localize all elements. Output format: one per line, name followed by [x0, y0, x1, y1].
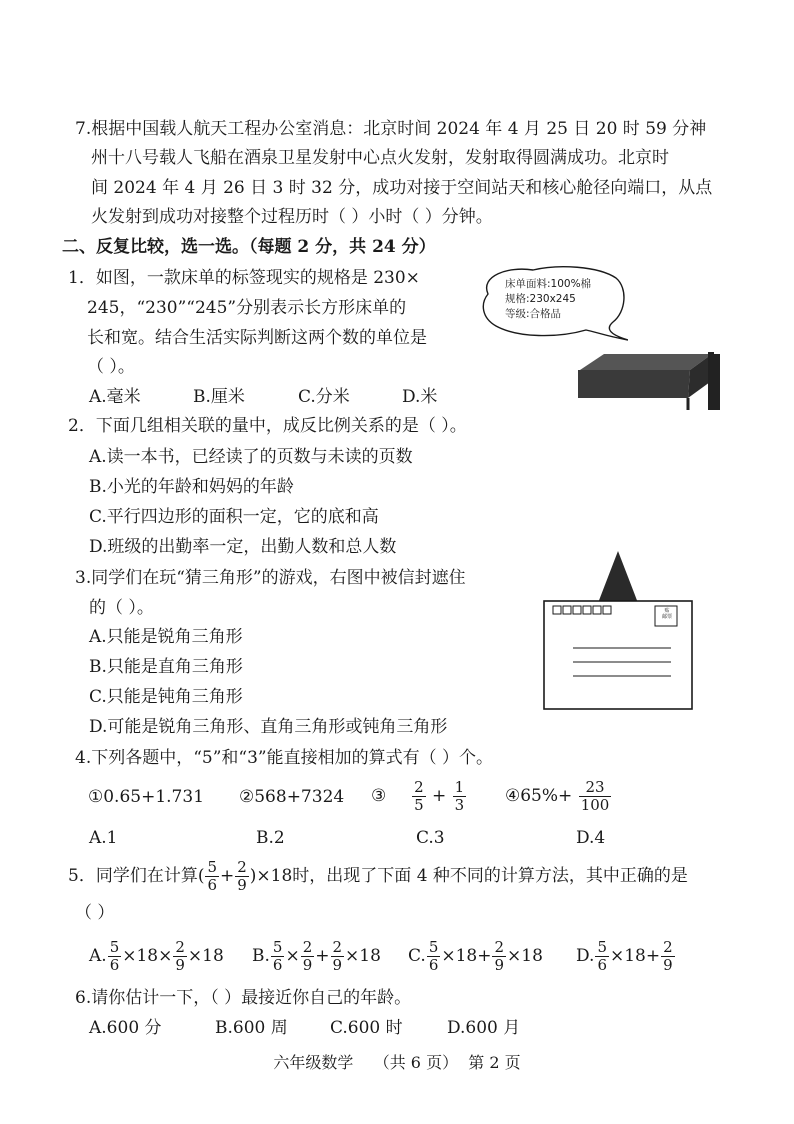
q4-item-3 — [371, 774, 467, 818]
q5-option-d: D. $\frac{5}{6}$ ×18+ $\frac{2}{9}$ — [576, 938, 673, 974]
q4-item-2: ②568+7324 — [239, 787, 345, 807]
q5-stem — [68, 854, 688, 898]
q1-option-b: B.厘米 — [193, 387, 245, 407]
q1-line3: 长和宽。结合生活实际判断这两个数的单位是 — [87, 328, 427, 348]
section-heading: 二、反复比较，选一选。（每题 2 分，共 24 分） — [62, 237, 436, 257]
q1-option-a: A.毫米 — [89, 387, 141, 407]
q4-option-c: C.3 — [416, 828, 445, 848]
q5-stem-frac2: $\frac{2}{9}$ — [237, 858, 247, 894]
stamp-text-2: 邮票 — [661, 614, 672, 620]
q7-line1: 7.根据中国载人航天工程办公室消息：北京时间 2024 年 4 月 25 日 20 时 59 分神 — [75, 119, 707, 139]
q7-line4: 火发射到成功对接整个过程历时（ ）小时（ ）分钟。 — [91, 207, 493, 227]
q3-option-d: D.可能是锐角三角形、直角三角形或钝角三角形 — [89, 717, 448, 737]
q5-option-b: B. $\frac{5}{6}$ × $\frac{2}{9}$ + $\frac{2}{9}$ ×18 — [252, 938, 381, 974]
q1-line4: （ ）。 — [87, 357, 135, 377]
q4-item4-frac: $\frac{23}{100}$ — [580, 778, 610, 814]
q5-option-a: A. $\frac{5}{6}$ ×18× $\frac{2}{9}$ ×18 — [89, 938, 224, 974]
q4-option-d: D.4 — [576, 828, 606, 848]
q3-line1: 3.同学们在玩“猜三角形”的游戏，右图中被信封遮住 — [75, 568, 466, 588]
q6-option-d: D.600 月 — [447, 1018, 521, 1038]
q4-item4-prefix: ④65%+ — [505, 786, 573, 806]
q5-paren: （ ） — [75, 903, 115, 923]
q3-option-b: B.只能是直角三角形 — [89, 657, 243, 677]
q6-option-b: B.600 周 — [215, 1018, 288, 1038]
q6-stem: 6.请你估计一下，（ ）最接近你自己的年龄。 — [75, 988, 412, 1008]
q4-option-a: A.1 — [89, 828, 118, 848]
q6-option-a: A.600 分 — [89, 1018, 162, 1038]
q1-option-d: D.米 — [402, 387, 438, 407]
q5-stem-a: 5．同学们在计算( — [68, 866, 205, 886]
label-size: 规格:230x245 — [505, 293, 576, 305]
q7-line2: 州十八号载人飞船在酒泉卫星发射中心点火发射，发射取得圆满成功。北京时 — [91, 148, 669, 168]
q3-option-c: C.只能是钝角三角形 — [89, 687, 243, 707]
q3-option-a: A.只能是锐角三角形 — [89, 627, 243, 647]
label-fabric: 床单面料:100%棉 — [505, 278, 592, 290]
q1-line2: 245，“230”“245”分别表示长方形床单的 — [87, 298, 407, 318]
q4-item3-frac1: $\frac{2}{5}$ — [414, 778, 424, 814]
q4-item-4 — [505, 774, 612, 818]
q2-option-b: B.小光的年龄和妈妈的年龄 — [89, 477, 294, 497]
q4-item3-frac2: $\frac{1}{3}$ — [454, 778, 465, 814]
q6-option-c: C.600 时 — [330, 1018, 403, 1038]
q5-stem-op: + — [220, 866, 235, 886]
q4-item3-op: + — [432, 786, 447, 806]
q4-option-b: B.2 — [256, 828, 285, 848]
q4-stem: 4.下列各题中，“5”和“3”能直接相加的算式有（ ）个。 — [75, 748, 494, 768]
label-text — [505, 277, 591, 322]
q1-line1: 1．如图，一款床单的标签现实的规格是 230× — [68, 268, 420, 288]
q3-line2: 的（ ）。 — [89, 598, 154, 618]
triangle-shape — [598, 551, 638, 603]
q4-item-1: ①0.65+1.731 — [88, 787, 205, 807]
page-footer: 六年级数学 （共 6 页） 第 2 页 — [273, 1053, 521, 1072]
stamp-text-1: 贴 — [664, 608, 670, 614]
q2-option-d: D.班级的出勤率一定，出勤人数和总人数 — [89, 537, 397, 557]
q2-option-a: A.读一本书，已经读了的页数与未读的页数 — [89, 447, 413, 467]
q4-item3-prefix: ③ — [371, 786, 387, 806]
label-grade: 等级:合格品 — [505, 308, 562, 320]
q7-line3: 间 2024 年 4 月 26 日 3 时 32 分，成功对接于空间站天和核心舱径向端口，从点 — [91, 178, 713, 198]
bed-illustration — [572, 352, 722, 412]
q1-option-c: C.分米 — [298, 387, 350, 407]
q5-stem-frac1: $\frac{5}{6}$ — [207, 858, 217, 894]
q5-stem-b: )×18时，出现了下面 4 种不同的计算方法，其中正确的是 — [249, 866, 688, 886]
q2-stem: 2．下面几组相关联的量中，成反比例关系的是（ ）。 — [68, 416, 467, 436]
q5-option-c: C. $\frac{5}{6}$ ×18+ $\frac{2}{9}$ ×18 — [408, 938, 543, 974]
q2-option-c: C.平行四边形的面积一定，它的底和高 — [89, 507, 379, 527]
stamp-box-label — [657, 608, 677, 620]
